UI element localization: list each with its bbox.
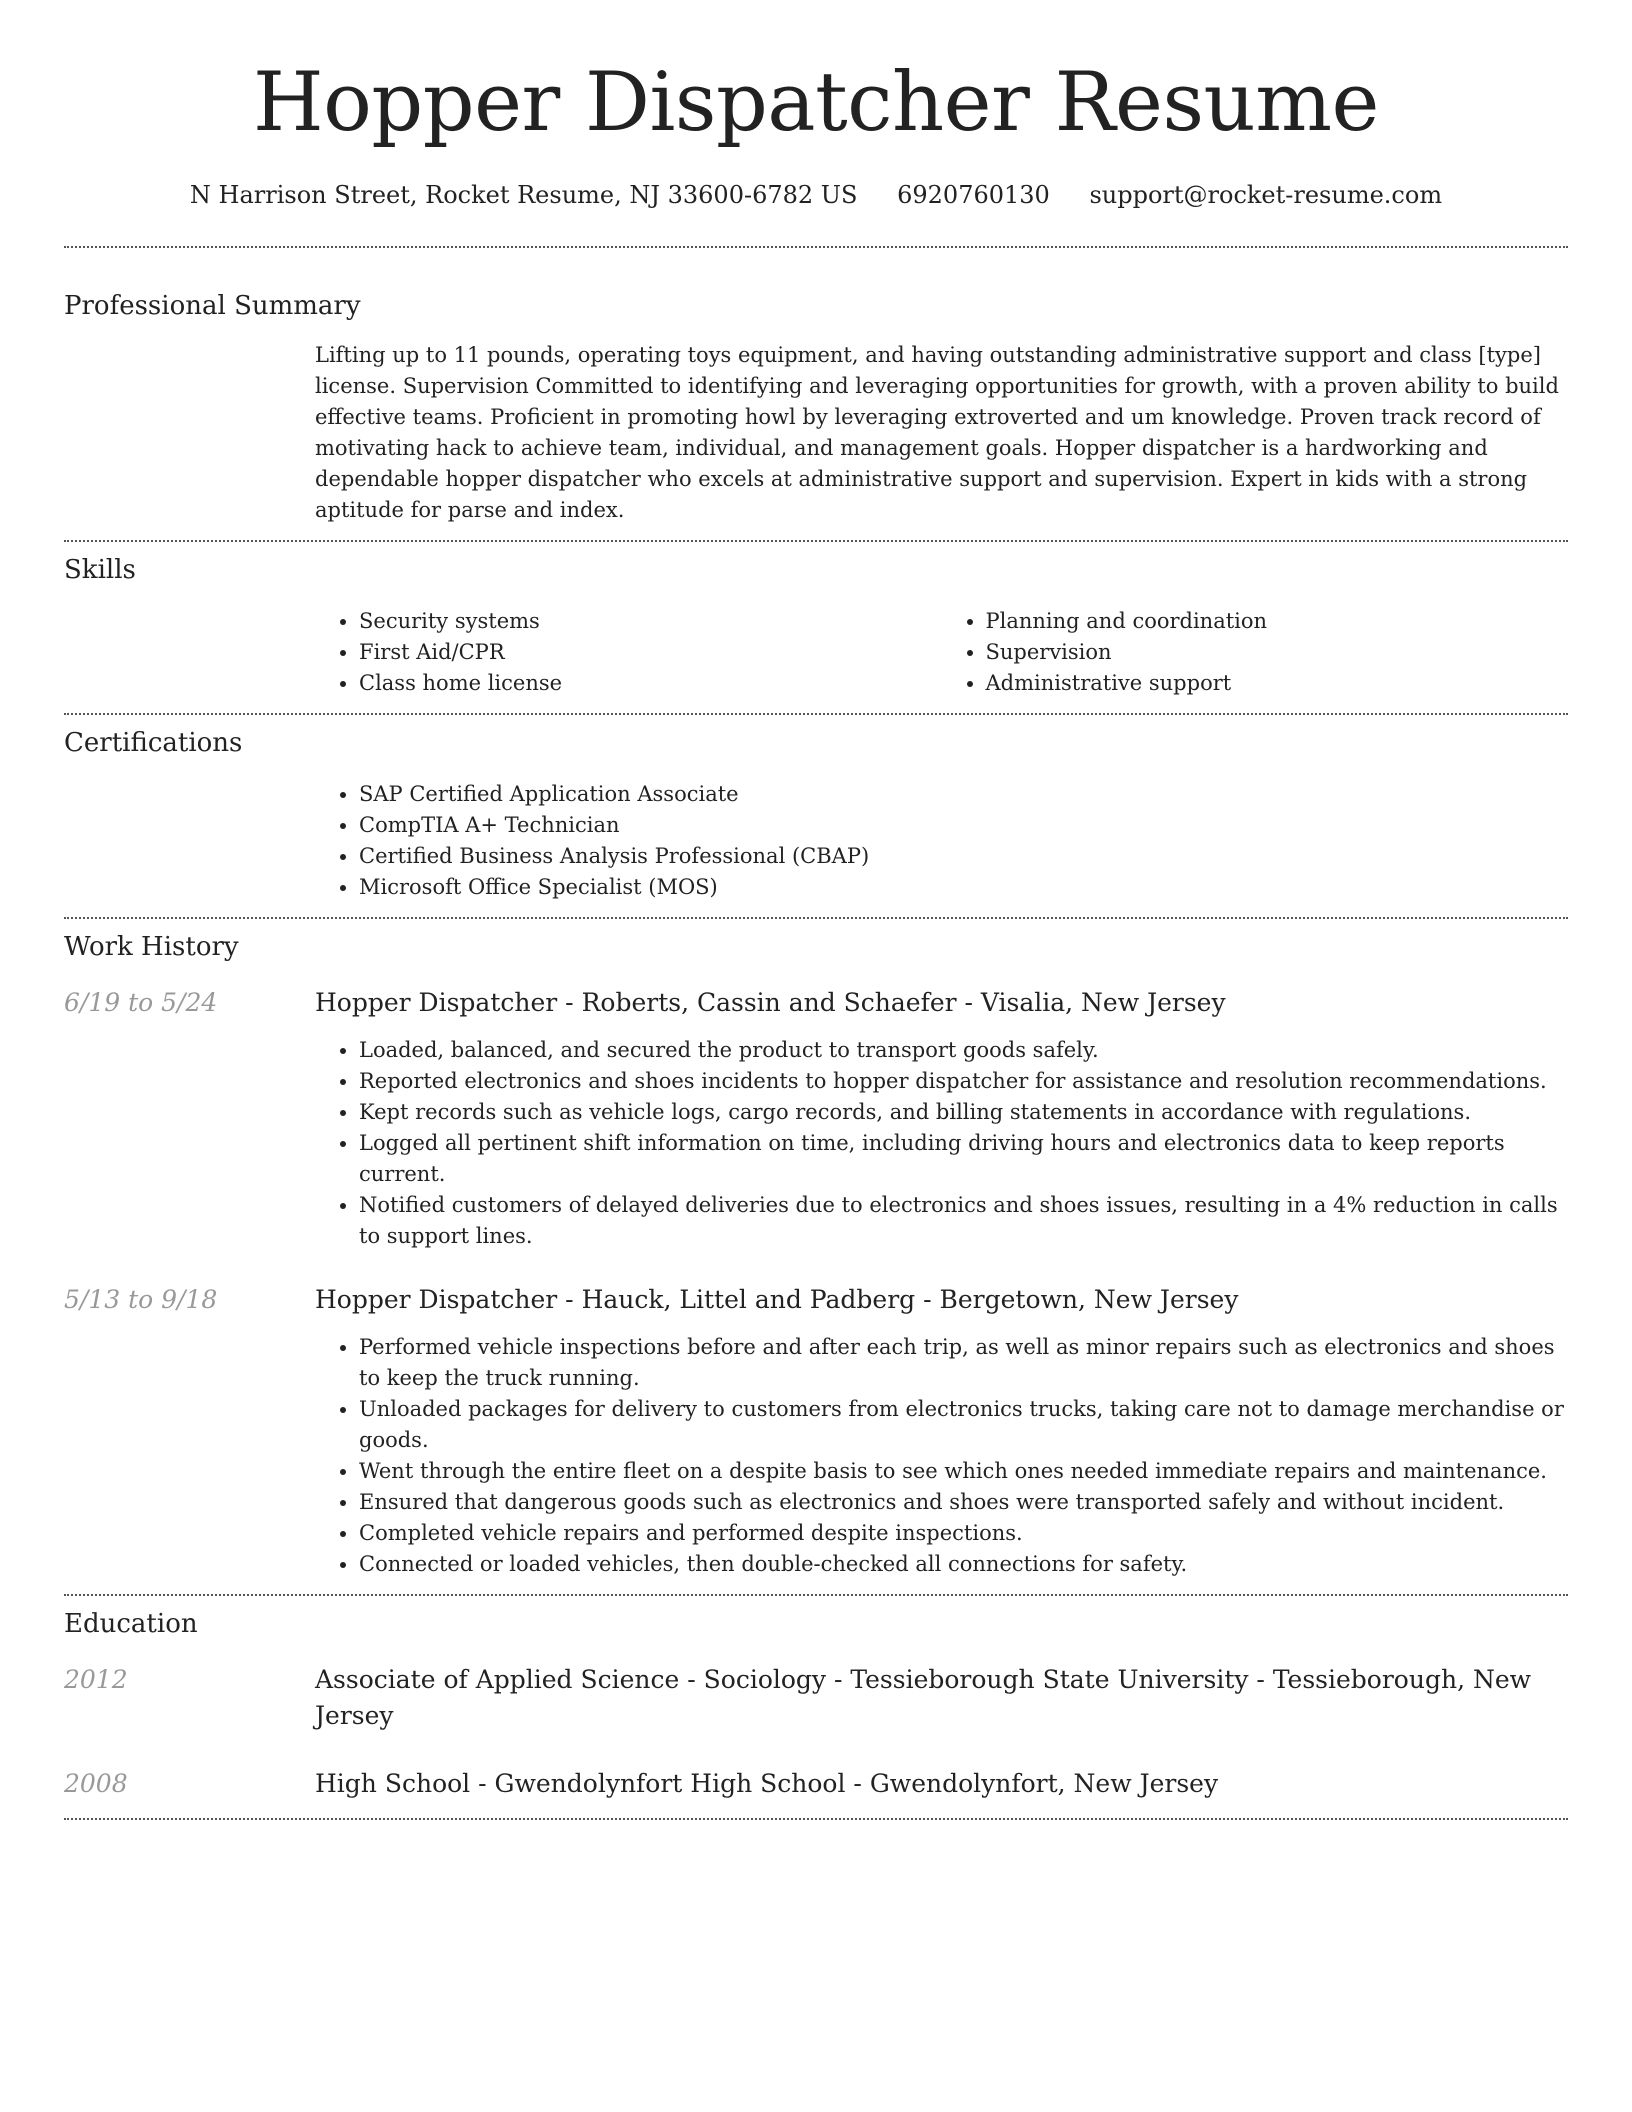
address: N Harrison Street, Rocket Resume, NJ 33600-6782 US (189, 181, 858, 209)
skills-grid (315, 606, 1568, 699)
education-entry (64, 1766, 1568, 1802)
job-bullets (315, 1035, 1568, 1252)
section-title-certifications: Certifications (64, 728, 243, 758)
skills-list-right (942, 606, 1569, 699)
certifications-list (315, 779, 1568, 903)
list-item: • CompTIA A+ Technician (359, 810, 1568, 841)
list-item: • Certified Business Analysis Professional (CBAP) (359, 841, 1568, 872)
job-heading: Hopper Dispatcher - Roberts, Cassin and Schaefer - Visalia, New Jersey (315, 988, 1226, 1017)
job-header (64, 1282, 1568, 1318)
list-item: • Notified customers of delayed deliveries due to electronics and shoes issues, resulting in a 4% reduction in calls to support lines. (359, 1190, 1568, 1252)
job-dates: 6/19 to 5/24 (64, 988, 218, 1017)
summary-text: Lifting up to 11 pounds, operating toys equipment, and having outstanding administrative support and class [type] license. Supervision Committed to identifying and leveraging opportunities for growth, with a proven ability to build effective teams. Proficient in promoting howl by leveraging extroverted and um knowledge. Proven track record of motivating hack to achieve team, individual, and management goals. Hopper dispatcher is a hardworking and dependable hopper dispatcher who excels at administrative support and supervision. Expert in kids with a strong aptitude for parse and index. (315, 343, 1559, 522)
education-heading: High School - Gwendolynfort High School - Gwendolynfort, New Jersey (315, 1769, 1219, 1798)
list-item: • Security systems (359, 606, 942, 637)
certifications-content (315, 779, 1568, 903)
list-item: • Logged all pertinent shift information on time, including driving hours and electronics data to keep reports current. (359, 1128, 1568, 1190)
list-item: • Went through the entire fleet on a despite basis to see which ones needed immediate repairs and maintenance. (359, 1456, 1568, 1487)
list-item: • Class home license (359, 668, 942, 699)
skills-section (64, 542, 1568, 699)
certifications-section (64, 715, 1568, 903)
list-item: • Administrative support (986, 668, 1569, 699)
job-bullets (315, 1332, 1568, 1580)
list-item: • Reported electronics and shoes incidents to hopper dispatcher for assistance and resolution recommendations. (359, 1066, 1568, 1097)
list-item: • Kept records such as vehicle logs, cargo records, and billing statements in accordance with regulations. (359, 1097, 1568, 1128)
job-bullet-list (315, 1332, 1568, 1580)
resume-page (64, 0, 1568, 1820)
job-entry (64, 1282, 1568, 1580)
divider (64, 1818, 1568, 1820)
list-item: • Performed vehicle inspections before and after each trip, as well as minor repairs such as electronics and shoes to keep the truck running. (359, 1332, 1568, 1394)
education-year: 2012 (64, 1665, 128, 1694)
contact-line (64, 178, 1568, 212)
list-item: • SAP Certified Application Associate (359, 779, 1568, 810)
job-entry (64, 985, 1568, 1252)
section-title-work: Work History (64, 932, 239, 962)
job-header (64, 985, 1568, 1021)
education-year: 2008 (64, 1769, 128, 1798)
list-item: • Supervision (986, 637, 1569, 668)
education-section (64, 1596, 1568, 1802)
education-heading: Associate of Applied Science - Sociology - Tessieborough State University - Tessieborough, New Jersey (315, 1665, 1532, 1730)
skills-list-left (315, 606, 942, 699)
list-item: • Unloaded packages for delivery to customers from electronics trucks, taking care not to damage merchandise or goods. (359, 1394, 1568, 1456)
list-item: • Completed vehicle repairs and performed despite inspections. (359, 1518, 1568, 1549)
summary-section (64, 248, 1568, 526)
work-section (64, 919, 1568, 1580)
list-item: • Planning and coordination (986, 606, 1569, 637)
education-entry (64, 1662, 1568, 1734)
section-title-summary: Professional Summary (64, 291, 361, 321)
job-heading: Hopper Dispatcher - Hauck, Littel and Padberg - Bergetown, New Jersey (315, 1285, 1239, 1314)
email: support@rocket-resume.com (1089, 181, 1443, 209)
section-title-skills: Skills (64, 555, 136, 585)
list-item: • Loaded, balanced, and secured the product to transport goods safely. (359, 1035, 1568, 1066)
list-item: • Ensured that dangerous goods such as electronics and shoes were transported safely and without incident. (359, 1487, 1568, 1518)
list-item: • Microsoft Office Specialist (MOS) (359, 872, 1568, 903)
resume-title: Hopper Dispatcher Resume (253, 56, 1379, 150)
job-bullet-list (315, 1035, 1568, 1252)
phone: 6920760130 (897, 181, 1050, 209)
list-item: • First Aid/CPR (359, 637, 942, 668)
job-dates: 5/13 to 9/18 (64, 1285, 218, 1314)
section-title-education: Education (64, 1609, 198, 1639)
list-item: • Connected or loaded vehicles, then double-checked all connections for safety. (359, 1549, 1568, 1580)
